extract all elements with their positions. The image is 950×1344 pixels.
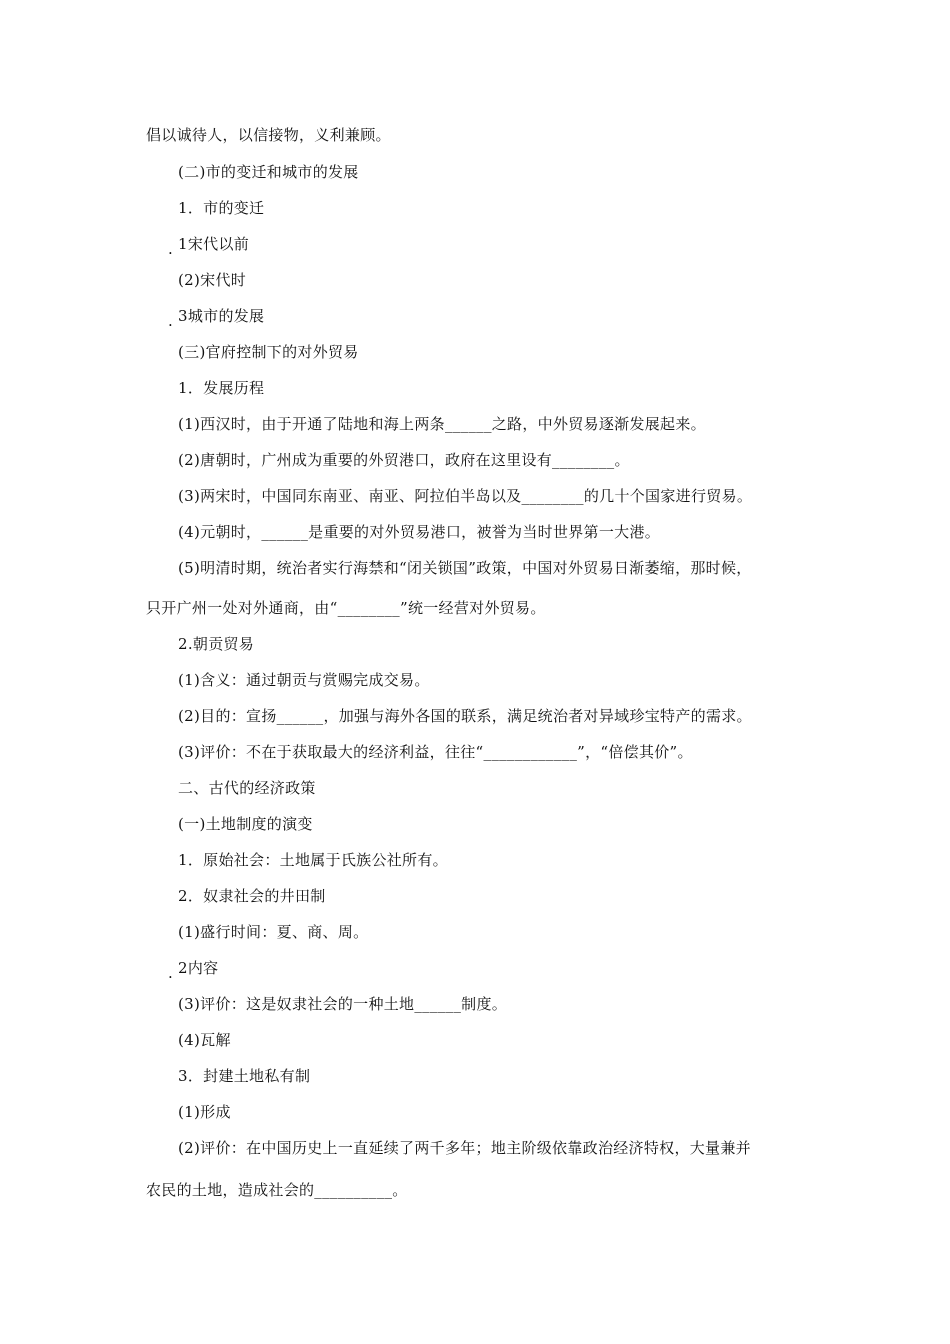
list-item: (2)唐朝时，广州成为重要的外贸港口，政府在这里设有________。 [178, 451, 630, 469]
paragraph-line: 农民的土地，造成社会的__________。 [146, 1181, 408, 1199]
list-marker-dot: . [168, 964, 173, 982]
list-item: (1)盛行时间：夏、商、周。 [178, 923, 369, 941]
section-heading: (二)市的变迁和城市的发展 [178, 163, 359, 181]
list-item: (2)宋代时 [178, 271, 247, 289]
list-item: (1)西汉时，由于开通了陆地和海上两条______之路，中外贸易逐渐发展起来。 [178, 415, 706, 433]
section-heading: 二、古代的经济政策 [178, 779, 316, 797]
section-heading: (三)官府控制下的对外贸易 [178, 343, 359, 361]
list-item: (3)评价：不在于获取最大的经济利益，往往“____________”，“倍偿其价”。 [178, 743, 693, 761]
list-item: (2)评价：在中国历史上一直延续了两千多年；地主阶级依靠政治经济特权，大量兼并 [178, 1139, 751, 1157]
list-marker-dot: . [168, 240, 173, 258]
list-item: (4)瓦解 [178, 1031, 231, 1049]
list-item: (1)形成 [178, 1103, 231, 1121]
section-heading: (一)土地制度的演变 [178, 815, 313, 833]
list-item: (3)两宋时，中国同东南亚、南亚、阿拉伯半岛以及________的几十个国家进行贸易。 [178, 487, 753, 505]
list-item: (3)评价：这是奴隶社会的一种土地______制度。 [178, 995, 508, 1013]
subheading: 2.朝贡贸易 [178, 635, 255, 653]
paragraph-line: 只开广州一处对外通商，由“________”统一经营对外贸易。 [146, 599, 546, 617]
subheading: 1．发展历程 [178, 379, 265, 397]
subheading: 3．封建土地私有制 [178, 1067, 311, 1085]
list-item: 1．原始社会：土地属于氏族公社所有。 [178, 851, 448, 869]
list-item: 3城市的发展 [178, 307, 265, 325]
list-item: 1宋代以前 [178, 235, 250, 253]
list-marker-dot: . [168, 312, 173, 330]
paragraph-line: 倡以诚待人，以信接物，义利兼顾。 [146, 126, 391, 144]
subheading: 2．奴隶社会的井田制 [178, 887, 326, 905]
subheading: 1．市的变迁 [178, 199, 265, 217]
list-item: (1)含义：通过朝贡与赏赐完成交易。 [178, 671, 430, 689]
list-item: (4)元朝时，______是重要的对外贸易港口，被誉为当时世界第一大港。 [178, 523, 661, 541]
list-item: 2内容 [178, 959, 219, 977]
list-item: (2)目的：宣扬______，加强与海外各国的联系，满足统治者对异域珍宝特产的需求。 [178, 707, 752, 725]
list-item: (5)明清时期，统治者实行海禁和“闭关锁国”政策，中国对外贸易日渐萎缩，那时候， [178, 559, 752, 577]
